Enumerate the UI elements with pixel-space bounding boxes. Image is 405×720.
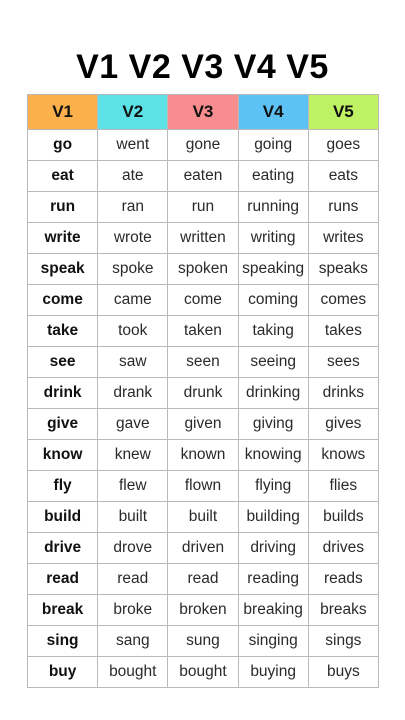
verb-form-cell: drinks bbox=[308, 378, 378, 409]
table-row bbox=[28, 316, 379, 347]
verb-form-cell: built bbox=[98, 502, 168, 533]
verb-form-cell: running bbox=[238, 192, 308, 223]
table-row bbox=[28, 161, 379, 192]
verb-form-cell: builds bbox=[308, 502, 378, 533]
verb-form-cell: giving bbox=[238, 409, 308, 440]
verb-form-cell: broken bbox=[168, 595, 238, 626]
verb-form-cell: going bbox=[238, 130, 308, 161]
verb-form-cell: driving bbox=[238, 533, 308, 564]
base-verb-cell: take bbox=[28, 316, 98, 347]
table-row bbox=[28, 409, 379, 440]
table-row bbox=[28, 223, 379, 254]
verb-form-cell: eaten bbox=[168, 161, 238, 192]
column-header-5: V5 bbox=[308, 95, 378, 130]
base-verb-cell: run bbox=[28, 192, 98, 223]
verb-form-cell: drinking bbox=[238, 378, 308, 409]
verb-form-cell: breaking bbox=[238, 595, 308, 626]
verb-form-cell: runs bbox=[308, 192, 378, 223]
verb-form-cell: sings bbox=[308, 626, 378, 657]
base-verb-cell: drink bbox=[28, 378, 98, 409]
table-header-row bbox=[28, 95, 379, 130]
table-row bbox=[28, 285, 379, 316]
verb-form-cell: buys bbox=[308, 657, 378, 688]
verb-form-cell: drove bbox=[98, 533, 168, 564]
base-verb-cell: sing bbox=[28, 626, 98, 657]
base-verb-cell: give bbox=[28, 409, 98, 440]
verb-form-cell: eats bbox=[308, 161, 378, 192]
verb-form-cell: driven bbox=[168, 533, 238, 564]
verb-form-cell: ate bbox=[98, 161, 168, 192]
verb-form-cell: writes bbox=[308, 223, 378, 254]
verb-form-cell: speaking bbox=[238, 254, 308, 285]
table-row bbox=[28, 130, 379, 161]
verb-form-cell: knows bbox=[308, 440, 378, 471]
verb-form-cell: bought bbox=[168, 657, 238, 688]
verb-form-cell: flies bbox=[308, 471, 378, 502]
base-verb-cell: drive bbox=[28, 533, 98, 564]
verb-form-cell: flew bbox=[98, 471, 168, 502]
verb-form-cell: sang bbox=[98, 626, 168, 657]
column-header-1: V1 bbox=[28, 95, 98, 130]
verb-form-cell: went bbox=[98, 130, 168, 161]
verb-form-cell: saw bbox=[98, 347, 168, 378]
verb-form-cell: reading bbox=[238, 564, 308, 595]
verb-form-cell: come bbox=[168, 285, 238, 316]
base-verb-cell: read bbox=[28, 564, 98, 595]
verb-form-cell: came bbox=[98, 285, 168, 316]
base-verb-cell: know bbox=[28, 440, 98, 471]
verb-form-cell: broke bbox=[98, 595, 168, 626]
verb-form-cell: spoken bbox=[168, 254, 238, 285]
verb-form-cell: sees bbox=[308, 347, 378, 378]
base-verb-cell: write bbox=[28, 223, 98, 254]
base-verb-cell: go bbox=[28, 130, 98, 161]
verb-form-cell: writing bbox=[238, 223, 308, 254]
verb-form-cell: coming bbox=[238, 285, 308, 316]
verb-form-cell: built bbox=[168, 502, 238, 533]
verb-form-cell: taking bbox=[238, 316, 308, 347]
verb-form-cell: gave bbox=[98, 409, 168, 440]
base-verb-cell: fly bbox=[28, 471, 98, 502]
table-row bbox=[28, 471, 379, 502]
verb-form-cell: gives bbox=[308, 409, 378, 440]
verb-form-cell: wrote bbox=[98, 223, 168, 254]
verb-form-cell: knowing bbox=[238, 440, 308, 471]
table-row bbox=[28, 626, 379, 657]
table-row bbox=[28, 440, 379, 471]
base-verb-cell: come bbox=[28, 285, 98, 316]
verb-form-cell: knew bbox=[98, 440, 168, 471]
verb-form-cell: given bbox=[168, 409, 238, 440]
verb-form-cell: gone bbox=[168, 130, 238, 161]
table-row bbox=[28, 192, 379, 223]
table-row bbox=[28, 533, 379, 564]
verb-form-cell: read bbox=[168, 564, 238, 595]
verb-form-cell: flown bbox=[168, 471, 238, 502]
base-verb-cell: eat bbox=[28, 161, 98, 192]
verb-form-cell: written bbox=[168, 223, 238, 254]
base-verb-cell: break bbox=[28, 595, 98, 626]
base-verb-cell: buy bbox=[28, 657, 98, 688]
verb-form-cell: drunk bbox=[168, 378, 238, 409]
verb-form-cell: spoke bbox=[98, 254, 168, 285]
table-row bbox=[28, 564, 379, 595]
column-header-4: V4 bbox=[238, 95, 308, 130]
verb-form-cell: buying bbox=[238, 657, 308, 688]
base-verb-cell: speak bbox=[28, 254, 98, 285]
verb-form-cell: seen bbox=[168, 347, 238, 378]
table-row bbox=[28, 657, 379, 688]
verb-form-cell: read bbox=[98, 564, 168, 595]
column-header-3: V3 bbox=[168, 95, 238, 130]
verb-form-cell: drank bbox=[98, 378, 168, 409]
verb-form-cell: run bbox=[168, 192, 238, 223]
table-row bbox=[28, 378, 379, 409]
verb-form-cell: singing bbox=[238, 626, 308, 657]
column-header-2: V2 bbox=[98, 95, 168, 130]
page-title: V1 V2 V3 V4 V5 bbox=[76, 48, 329, 86]
verb-form-cell: takes bbox=[308, 316, 378, 347]
verb-form-cell: flying bbox=[238, 471, 308, 502]
table-row bbox=[28, 347, 379, 378]
verb-form-cell: bought bbox=[98, 657, 168, 688]
verb-form-cell: reads bbox=[308, 564, 378, 595]
verb-form-cell: comes bbox=[308, 285, 378, 316]
verb-form-cell: took bbox=[98, 316, 168, 347]
verb-form-cell: sung bbox=[168, 626, 238, 657]
verb-form-cell: known bbox=[168, 440, 238, 471]
table-body bbox=[28, 130, 379, 688]
verb-form-cell: speaks bbox=[308, 254, 378, 285]
base-verb-cell: build bbox=[28, 502, 98, 533]
verb-form-cell: breaks bbox=[308, 595, 378, 626]
verb-form-cell: taken bbox=[168, 316, 238, 347]
verb-form-cell: eating bbox=[238, 161, 308, 192]
base-verb-cell: see bbox=[28, 347, 98, 378]
verb-form-cell: goes bbox=[308, 130, 378, 161]
verb-forms-table bbox=[27, 94, 379, 688]
verb-form-cell: building bbox=[238, 502, 308, 533]
verb-form-cell: drives bbox=[308, 533, 378, 564]
verb-form-cell: seeing bbox=[238, 347, 308, 378]
table-row bbox=[28, 502, 379, 533]
table-row bbox=[28, 254, 379, 285]
table-row bbox=[28, 595, 379, 626]
verb-form-cell: ran bbox=[98, 192, 168, 223]
